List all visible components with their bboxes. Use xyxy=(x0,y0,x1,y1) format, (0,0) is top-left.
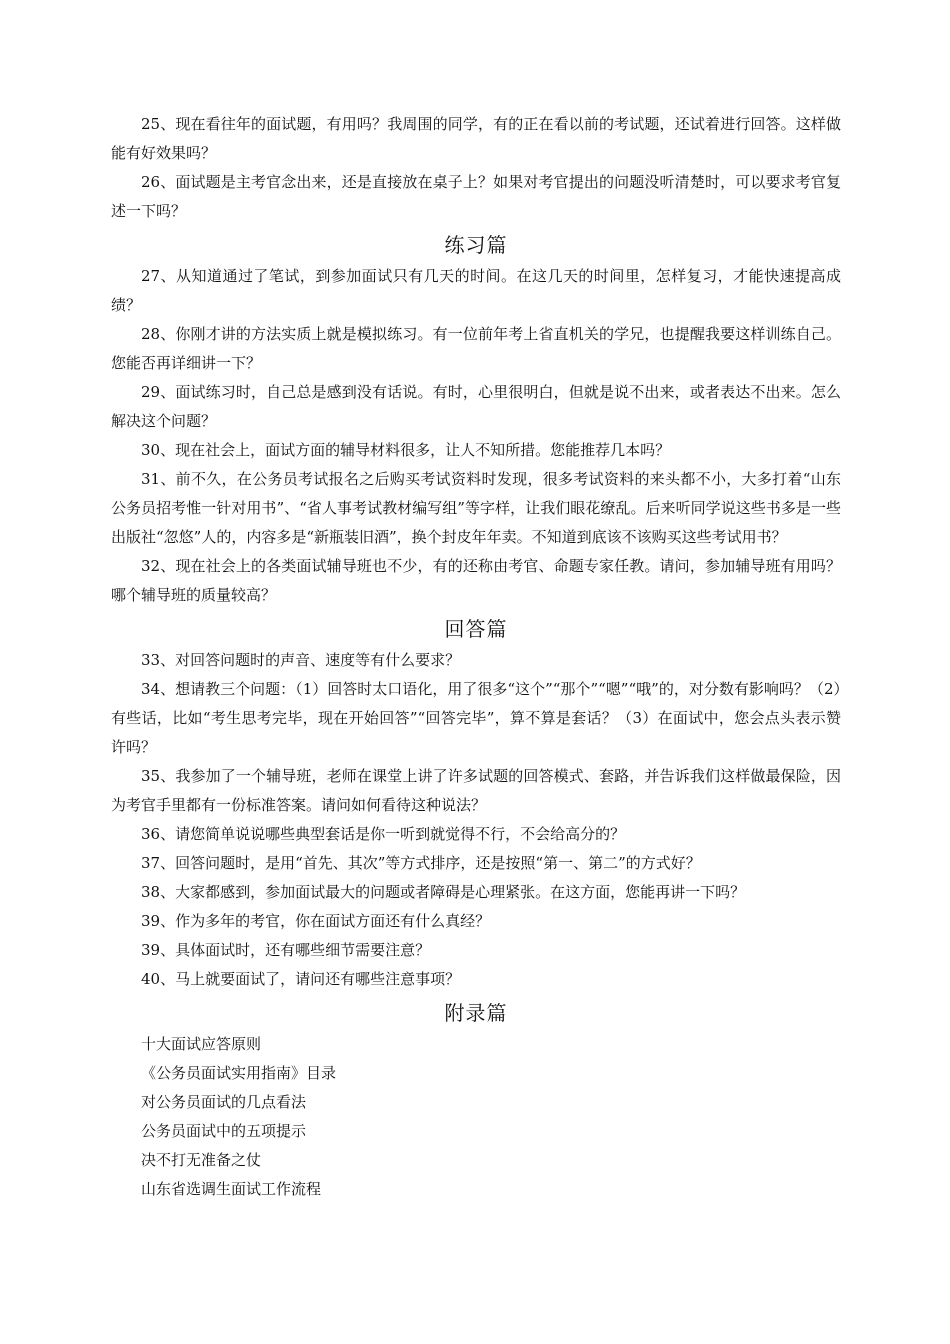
appendix-item: 山东省选调生面试工作流程 xyxy=(141,1180,322,1198)
section-heading-answer: 回答篇 xyxy=(444,617,508,641)
question-40: 40、马上就要面试了，请问还有哪些注意事项？ xyxy=(141,970,461,988)
question-33: 33、对回答问题时的声音、速度等有什么要求？ xyxy=(141,651,461,669)
section-heading-practice: 练习篇 xyxy=(444,233,508,257)
question-25: 25、现在看往年的面试题，有用吗？我周围的同学，有的正在看以前的考试题，还试着进行回答。这样做能有好效果吗？ xyxy=(111,115,841,162)
appendix-item: 《公务员面试实用指南》目录 xyxy=(141,1064,337,1082)
document-page xyxy=(111,110,841,1204)
appendix-item: 决不打无准备之仗 xyxy=(141,1151,262,1169)
section-practice xyxy=(111,230,841,610)
question-30: 30、现在社会上，面试方面的辅导材料很多，让人不知所措。您能推荐几本吗？ xyxy=(141,441,671,459)
question-27: 27、从知道通过了笔试，到参加面试只有几天的时间。在这几天的时间里，怎样复习，才能快速提高成绩？ xyxy=(111,267,841,314)
section-appendix xyxy=(111,998,841,1204)
question-35: 35、我参加了一个辅导班，老师在课堂上讲了许多试题的回答模式、套路，并告诉我们这样做最保险，因为考官手里都有一份标准答案。请问如何看待这种说法？ xyxy=(111,767,841,814)
question-34: 34、想请教三个问题：（1）回答时太口语化，用了很多“这个”“那个”“嗯”“哦”的，对分数有影响吗？（2）有些话，比如“考生思考完毕，现在开始回答”“回答完毕”，算不算是套话？（3）在面试中，您会点头表示赞许吗？ xyxy=(111,680,841,756)
question-31: 31、前不久，在公务员考试报名之后购买考试资料时发现，很多考试资料的来头都不小，大多打着“山东公务员招考惟一针对用书”、“省人事考试教材编写组”等字样，让我们眼花缭乱。后来听同学说这些书多是一些出版社“忽悠”人的，内容多是“新瓶装旧酒”，换个封皮年年卖。不知道到底该不该购买这些考试用书？ xyxy=(111,470,841,546)
section-intro xyxy=(111,110,841,226)
appendix-item: 对公务员面试的几点看法 xyxy=(141,1093,307,1111)
question-26: 26、面试题是主考官念出来，还是直接放在桌子上？如果对考官提出的问题没听清楚时，可以要求考官复述一下吗？ xyxy=(111,173,841,220)
appendix-item: 十大面试应答原则 xyxy=(141,1035,262,1053)
question-36: 36、请您简单说说哪些典型套话是你一听到就觉得不行，不会给高分的？ xyxy=(141,825,626,843)
appendix-item: 公务员面试中的五项提示 xyxy=(141,1122,307,1140)
section-answer xyxy=(111,614,841,994)
question-32: 32、现在社会上的各类面试辅导班也不少，有的还称由考官、命题专家任教。请问，参加辅导班有用吗？哪个辅导班的质量较高？ xyxy=(111,557,841,604)
section-heading-appendix: 附录篇 xyxy=(444,1001,508,1025)
question-38: 38、大家都感到，参加面试最大的问题或者障碍是心理紧张。在这方面，您能再讲一下吗？ xyxy=(141,883,746,901)
question-39a: 39、作为多年的考官，你在面试方面还有什么真经？ xyxy=(141,912,491,930)
question-29: 29、面试练习时，自己总是感到没有话说。有时，心里很明白，但就是说不出来，或者表达不出来。怎么解决这个问题？ xyxy=(111,383,841,430)
question-39b: 39、具体面试时，还有哪些细节需要注意？ xyxy=(141,941,431,959)
question-37: 37、回答问题时，是用“首先、其次”等方式排序，还是按照“第一、第二”的方式好？ xyxy=(141,854,701,872)
question-28: 28、你刚才讲的方法实质上就是模拟练习。有一位前年考上省直机关的学兄，也提醒我要这样训练自己。您能否再详细讲一下？ xyxy=(111,325,841,372)
